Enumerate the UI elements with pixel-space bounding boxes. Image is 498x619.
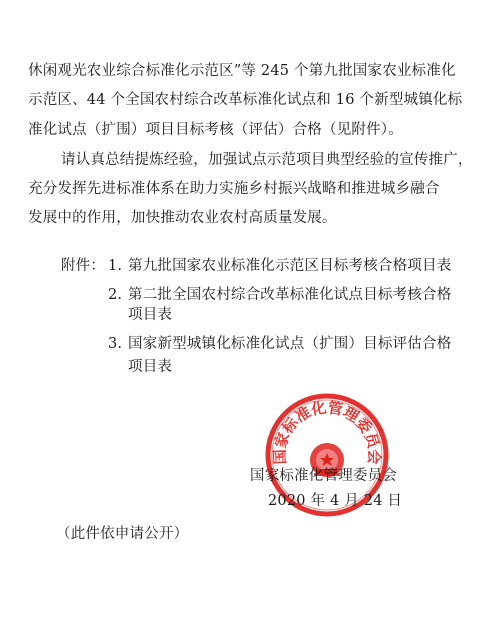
svg-text:国家标准化管理委员会: 国家标准化管理委员会 bbox=[270, 398, 384, 465]
issuing-organization: 国家标准化管理委员会 bbox=[250, 468, 397, 484]
disclosure-note: （此件依申请公开） bbox=[56, 526, 189, 542]
attachment-2-title-line-1: 第二批全国农村综合改革标准化试点目标考核合格 bbox=[128, 287, 452, 303]
para2-line-2: 充分发挥先进标准体系在助力实施乡村振兴战略和推进城乡融合 bbox=[28, 181, 440, 197]
para1-line-3: 准化试点（扩围）项目目标考核（评估）合格（见附件）。 bbox=[28, 122, 403, 138]
para2-line-1: 请认真总结提炼经验，加强试点示范项目典型经验的宣传推广， bbox=[61, 152, 473, 168]
attachment-2-number: 2. bbox=[108, 287, 123, 303]
attachment-3-title-line-2: 项目表 bbox=[128, 359, 173, 375]
para1-line-2: 示范区、44 个全国农村综合改革标准化试点和 16 个新型城镇化标 bbox=[28, 92, 463, 108]
issue-date: 2020 年 4 月 24 日 bbox=[268, 493, 403, 509]
attachment-1-title: 第九批国家农业标准化示范区目标考核合格项目表 bbox=[128, 258, 452, 274]
para2-line-3: 发展中的作用，加快推动农业农村高质量发展。 bbox=[28, 210, 337, 226]
attachment-1-number: 1. bbox=[108, 258, 123, 274]
attachment-2-title-line-2: 项目表 bbox=[128, 307, 173, 323]
para1-line-1: 休闲观光农业综合标准化示范区”等 245 个第九批国家农业标准化 bbox=[28, 63, 456, 79]
attachments-label: 附件： bbox=[61, 258, 106, 274]
attachment-3-title-line-1: 国家新型城镇化标准化试点（扩围）目标评估合格 bbox=[128, 336, 452, 352]
attachment-3-number: 3. bbox=[108, 336, 123, 352]
